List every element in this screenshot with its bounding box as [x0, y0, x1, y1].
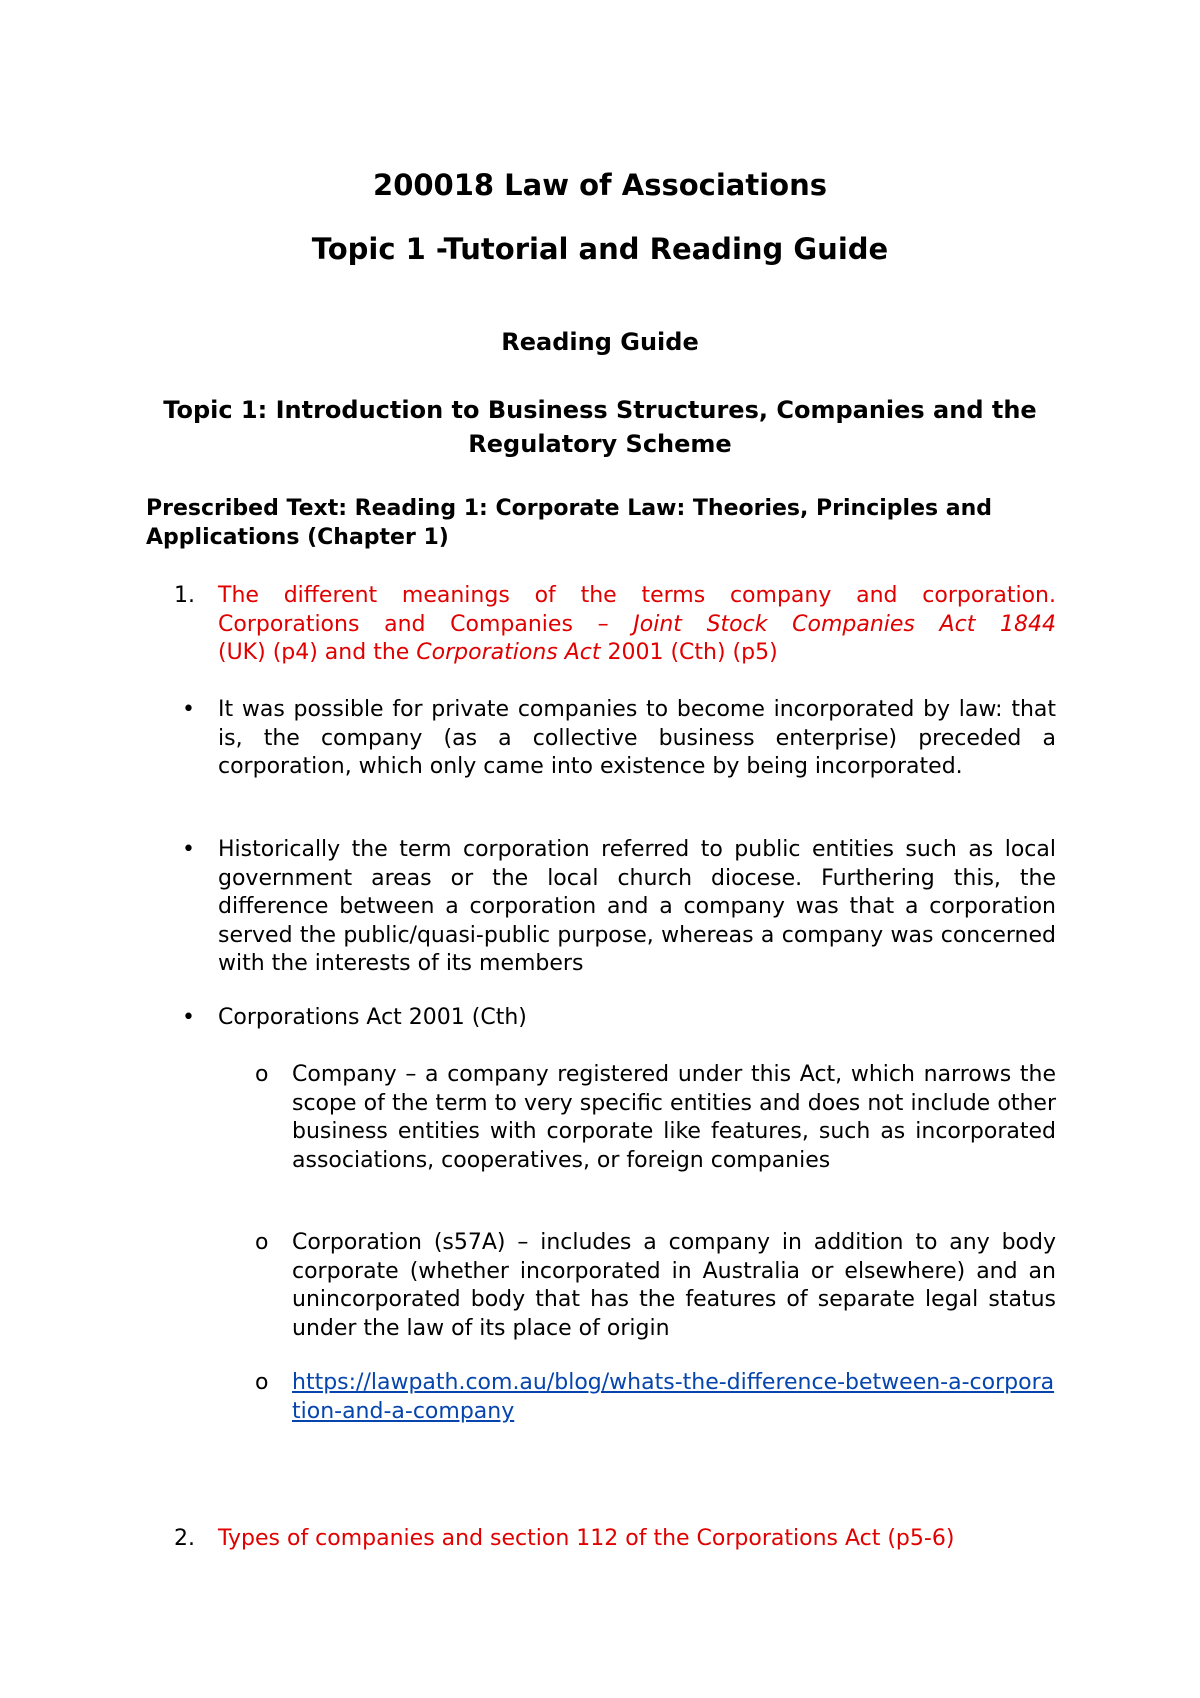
- list-number-1: 1.: [174, 583, 195, 608]
- lawpath-link[interactable]: https://lawpath.com.au/blog/whats-the-difference-between-a-corporation-and-a-company: [292, 1370, 1055, 1424]
- list-item-1: [218, 582, 1056, 668]
- topic-heading: [0, 393, 1200, 461]
- document-subtitle: Topic 1 -Tutorial and Reading Guide: [311, 232, 889, 266]
- bullet-2-text: Historically the term corporation referred to public entities such as local government areas or the local church diocese. Furthering this, the difference between a corporation and a company was that a corporation served the public/quasi-public purpose, whereas a company was concerned with the interests of its members: [218, 837, 1056, 976]
- sub-bullet-icon: o: [255, 1062, 269, 1087]
- sub-bullet-1-text: Company – a company registered under this Act, which narrows the scope of the term to very specific entities and does not include other business entities with corporate like features, such as incorporated associations, cooperatives, or foreign companies: [292, 1062, 1056, 1173]
- bullet-1-text: It was possible for private companies to become incorporated by law: that is, the company (as a collective business enterprise) preceded a corporation, which only came into existence by being incorporated.: [218, 697, 1056, 779]
- bullet-icon: •: [182, 697, 195, 722]
- bullet-3-text: Corporations Act 2001 (Cth): [218, 1005, 527, 1030]
- item1-line3: [218, 639, 1056, 668]
- sub-bullet-2-text: Corporation (s57A) – includes a company in addition to any body corporate (whether incorporated in Australia or elsewhere) and an unincorporated body that has the features of separate legal status under the law of its place of origin: [292, 1230, 1056, 1341]
- bullet-icon: •: [182, 1005, 195, 1030]
- sub-bullet-icon: o: [255, 1230, 269, 1255]
- list-item-2: Types of companies and section 112 of the Corporations Act (p5-6): [218, 1526, 955, 1551]
- list-number-2: 2.: [174, 1526, 195, 1551]
- item1-line2-prefix: Corporations and Companies –: [218, 611, 634, 637]
- item1-line1: The different meanings of the terms company and corporation.: [218, 583, 1056, 608]
- section-heading: Reading Guide: [501, 328, 699, 356]
- document-title: 200018 Law of Associations: [373, 168, 827, 202]
- sub-bullet-icon: o: [255, 1370, 269, 1395]
- bullet-icon: •: [182, 837, 195, 862]
- item1-line3-b: 2001 (Cth) (p5): [600, 640, 778, 665]
- prescribed-text: Prescribed Text: Reading 1: Corporate Law: Theories, Principles and Applications (Chapter 1): [146, 496, 993, 550]
- item1-line2-italic: Joint Stock Companies Act 1844: [633, 611, 1056, 637]
- item1-line2: [218, 611, 1056, 640]
- topic-heading-text: Topic 1: Introduction to Business Structures, Companies and the Regulatory Scheme: [163, 396, 1037, 458]
- item1-line3-a: (UK) (p4) and the: [218, 640, 417, 665]
- item1-line3-italic: Corporations Act: [416, 640, 601, 665]
